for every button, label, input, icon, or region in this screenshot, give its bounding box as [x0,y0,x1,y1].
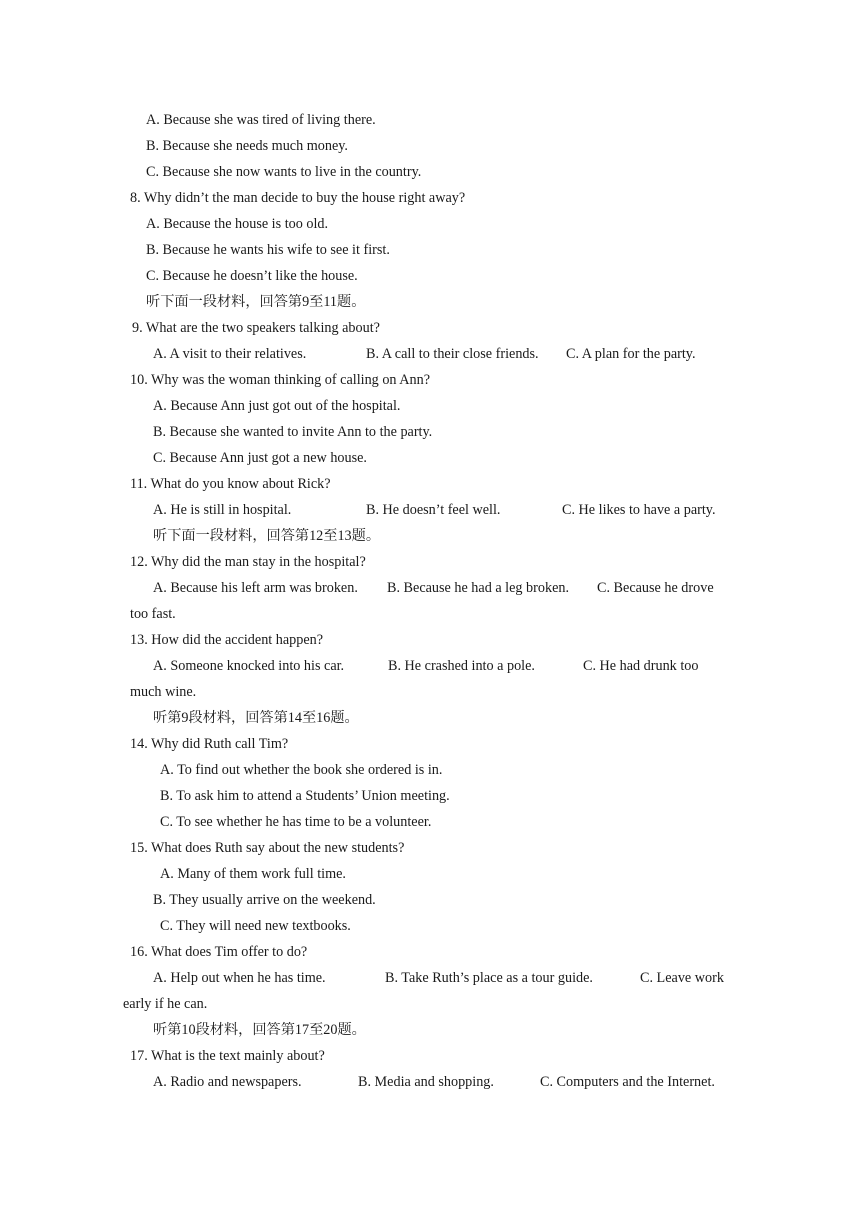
q8-option-a: A. Because the house is too old. [146,216,329,232]
q14-option-c: C. To see whether he has time to be a volunteer. [160,814,432,830]
q15-question: 15. What does Ruth say about the new students? [130,840,405,856]
q9-option-c: C. A plan for the party. [566,346,696,362]
q14-option-b: B. To ask him to attend a Students’ Union meeting. [160,788,450,804]
q12-option-b: B. Because he had a leg broken. [387,580,570,596]
q14-question: 14. Why did Ruth call Tim? [130,736,289,752]
q8-option-c: C. Because he doesn’t like the house. [146,268,358,284]
q7-option-c: C. Because she now wants to live in the country. [146,164,422,180]
q10-option-c: C. Because Ann just got a new house. [153,450,367,466]
q9-question: 9. What are the two speakers talking about? [132,320,380,336]
q11-option-b: B. He doesn’t feel well. [366,502,501,518]
q15-option-a: A. Many of them work full time. [160,866,346,882]
q9-option-b: B. A call to their close friends. [366,346,539,362]
section-instruction: 听第9段材料，回答第14至16题。 [153,710,359,726]
q15-option-b: B. They usually arrive on the weekend. [153,892,376,908]
q17-option-a: A. Radio and newspapers. [153,1074,302,1090]
q10-option-a: A. Because Ann just got out of the hospital. [153,398,401,414]
q17-option-b: B. Media and shopping. [358,1074,494,1090]
q16-option-b: B. Take Ruth’s place as a tour guide. [385,970,593,986]
q11-option-c: C. He likes to have a party. [562,502,716,518]
q17-option-c: C. Computers and the Internet. [540,1074,715,1090]
q16-option-c-continued: early if he can. [123,996,208,1012]
q16-option-c: C. Leave work [640,970,724,986]
q11-question: 11. What do you know about Rick? [130,476,331,492]
q17-question: 17. What is the text mainly about? [130,1048,325,1064]
q7-option-a: A. Because she was tired of living there. [146,112,376,128]
q9-option-a: A. A visit to their relatives. [153,346,307,362]
q11-option-a: A. He is still in hospital. [153,502,292,518]
q13-question: 13. How did the accident happen? [130,632,324,648]
q7-option-b: B. Because she needs much money. [146,138,348,154]
q10-question: 10. Why was the woman thinking of calling on Ann? [130,372,430,388]
q12-option-c-continued: too fast. [130,606,176,622]
q10-option-b: B. Because she wanted to invite Ann to the party. [153,424,433,440]
q15-option-c: C. They will need new textbooks. [160,918,351,934]
q13-option-c: C. He had drunk too [583,658,699,674]
section-instruction: 听下面一段材料，回答第9至11题。 [146,294,366,310]
q13-option-b: B. He crashed into a pole. [388,658,535,674]
q16-question: 16. What does Tim offer to do? [130,944,308,960]
q13-option-c-continued: much wine. [130,684,197,700]
q16-option-a: A. Help out when he has time. [153,970,326,986]
q13-option-a: A. Someone knocked into his car. [153,658,345,674]
q12-option-a: A. Because his left arm was broken. [153,580,358,596]
q8-option-b: B. Because he wants his wife to see it first. [146,242,390,258]
q14-option-a: A. To find out whether the book she ordered is in. [160,762,443,778]
q12-question: 12. Why did the man stay in the hospital? [130,554,366,570]
q8-question: 8. Why didn’t the man decide to buy the house right away? [130,190,466,206]
q12-option-c: C. Because he drove [597,580,714,596]
section-instruction: 听下面一段材料，回答第12至13题。 [153,528,381,544]
section-instruction: 听第10段材料，回答第17至20题。 [153,1022,366,1038]
